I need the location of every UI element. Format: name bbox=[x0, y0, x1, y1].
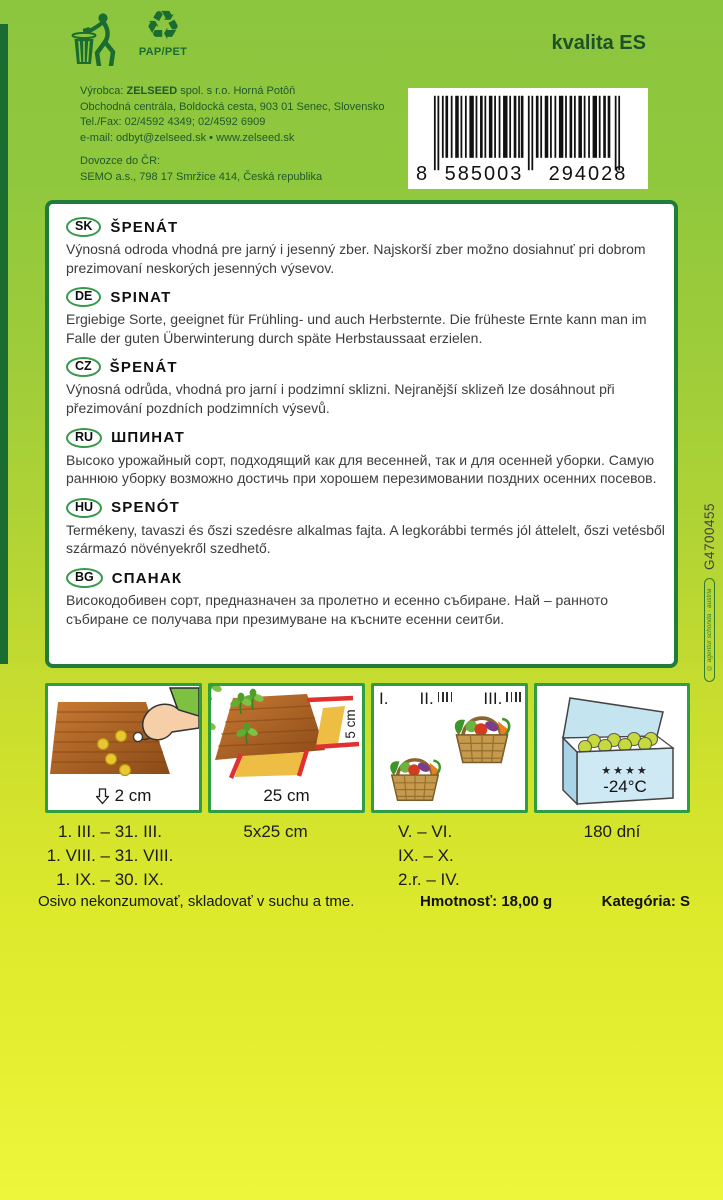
variety-text-bg: Високодобивен сорт, предназначен за пролетно и есенно събиране. Най – ранното събиране се получава при презимуване на късните есенни сеитби. bbox=[66, 592, 609, 627]
pictogram-storage bbox=[534, 683, 690, 813]
harvest-date-line: V. – VI. bbox=[398, 822, 453, 841]
importer-line: SEMO a.s., 798 17 Smržice 414, Česká republika bbox=[80, 171, 323, 184]
plant-spacing-label: 5 cm bbox=[343, 709, 358, 739]
pap-pet-label: PAP/PET bbox=[138, 46, 188, 58]
quality-label: kvalita ES bbox=[551, 32, 646, 54]
sowing-dates bbox=[30, 820, 190, 892]
harvest-month-label: III. bbox=[483, 689, 503, 708]
harvest-date-line: 2.r. – IV. bbox=[398, 870, 460, 889]
pictogram-spacing bbox=[208, 683, 365, 813]
variety-text-de: Ergiebige Sorte, geeignet für Frühling- und auch Herbsternte. Die früheste Ernte kann man im Falle der guten Überwinterung durch späte Herbstaussaat erzielen. bbox=[66, 311, 647, 346]
variety-title-de: SPINAT bbox=[110, 288, 172, 306]
variety-text-sk: Výnosná odroda vhodná pre jarný i jesenný zber. Najskorší zber možno dosiahnuť pri dobrom prezimovaní neskorých jesenných výsevov. bbox=[66, 241, 646, 276]
freezer-illustration bbox=[537, 686, 687, 810]
variety-text-hu: Termékeny, tavaszi és őszi szedésre alkalmas fajta. A legkorábbi termés jól áttelelt, őszi vetésből származó növényekről szedhető. bbox=[66, 521, 665, 557]
lang-badge-ru: RU bbox=[66, 428, 102, 448]
freezer-temp-label: -24°C bbox=[603, 777, 647, 796]
lang-badge-cz: CZ bbox=[66, 357, 101, 377]
recycling-mark bbox=[132, 4, 194, 58]
tick-marks bbox=[506, 689, 521, 702]
down-arrow-icon bbox=[96, 788, 109, 805]
tick-marks bbox=[438, 689, 453, 702]
lang-section-bg bbox=[66, 568, 658, 628]
freezer-stars: ★★★★ bbox=[601, 765, 649, 777]
sowing-date-line: 1. IX. – 30. IX. bbox=[56, 870, 164, 889]
producer-block bbox=[80, 84, 410, 186]
producer-phone: Tel./Fax: 02/4592 4349; 02/4592 6909 bbox=[80, 116, 266, 129]
tidyman-icon bbox=[70, 12, 118, 66]
sowing-date-line: 1. III. – 31. III. bbox=[58, 822, 162, 841]
lang-badge-hu: HU bbox=[66, 498, 102, 518]
harvest-dates bbox=[398, 820, 538, 892]
side-print-code: G4700455 bbox=[702, 502, 717, 570]
spacing-value: 5x25 cm bbox=[243, 822, 308, 841]
lang-section-cz bbox=[66, 357, 658, 417]
vegetable-basket-icon bbox=[384, 748, 446, 806]
variety-text-ru: Высоко урожайный сорт, подходящий как для весенней, так и для осенней уборки. Самую раннюю уборку возможно достичь при хорошем перезимовании поздних осенних посевов. bbox=[66, 451, 657, 487]
lang-badge-sk: SK bbox=[66, 217, 101, 237]
lang-section-sk bbox=[66, 217, 658, 277]
weight-label: Hmotnosť: 18,00 g bbox=[420, 893, 553, 910]
descriptions-panel bbox=[45, 200, 678, 668]
recycling-icon: ♻ bbox=[145, 4, 181, 48]
barcode-digits: 8 585003 294028 bbox=[416, 163, 628, 185]
duration-value: 180 dní bbox=[583, 822, 641, 841]
variety-title-cz: ŠPENÁT bbox=[109, 358, 178, 376]
variety-title-bg: СПАНАК bbox=[111, 569, 183, 587]
producer-email-web: e-mail: odbyt@zelseed.sk • www.zelseed.sk bbox=[80, 131, 295, 144]
agency-credit: © agentur schonda · austria bbox=[704, 578, 715, 682]
pictogram-harvest bbox=[371, 683, 528, 813]
variety-title-hu: SPENÓT bbox=[111, 499, 180, 517]
storage-note: Osivo nekonzumovať, skladovať v suchu a tme. bbox=[38, 893, 355, 910]
spacing-illustration bbox=[211, 686, 362, 782]
harvest-month-label: I. bbox=[379, 689, 389, 708]
barcode-bars bbox=[416, 94, 638, 172]
lang-section-ru bbox=[66, 428, 658, 488]
pictogram-sowing bbox=[45, 683, 202, 813]
sowing-depth-label: 2 cm bbox=[48, 782, 199, 810]
producer-name-line: Výrobca: ZELSEED spol. s r.o. Horná Potôň bbox=[80, 85, 296, 97]
variety-title-sk: ŠPENÁT bbox=[110, 218, 179, 236]
variety-title-ru: ШПИНАТ bbox=[111, 429, 185, 447]
barcode bbox=[408, 88, 648, 189]
lang-badge-bg: BG bbox=[66, 568, 103, 588]
sowing-date-line: 1. VIII. – 31. VIII. bbox=[46, 846, 174, 865]
row-spacing-label: 25 cm bbox=[263, 786, 310, 805]
vegetable-basket-icon bbox=[448, 706, 516, 768]
lang-section-hu bbox=[66, 498, 665, 558]
lang-section-de bbox=[66, 287, 658, 347]
sowing-hand-illustration bbox=[48, 686, 199, 782]
print-bleed-strip bbox=[0, 24, 8, 664]
producer-address: Obchodná centrála, Boldocká cesta, 903 01 Senec, Slovensko bbox=[80, 100, 385, 113]
lang-badge-de: DE bbox=[66, 287, 101, 307]
variety-text-cz: Výnosná odrůda, vhodná pro jarní i podzimní sklizni. Nejranější sklizeň lze dosáhnout při přezimování pozdních podzimních výsevů. bbox=[66, 381, 615, 417]
category-label: Kategória: S bbox=[601, 893, 690, 910]
importer-label: Dovozce do ČR: bbox=[80, 155, 161, 168]
harvest-date-line: IX. – X. bbox=[398, 846, 454, 865]
harvest-month-label: II. bbox=[419, 689, 434, 708]
